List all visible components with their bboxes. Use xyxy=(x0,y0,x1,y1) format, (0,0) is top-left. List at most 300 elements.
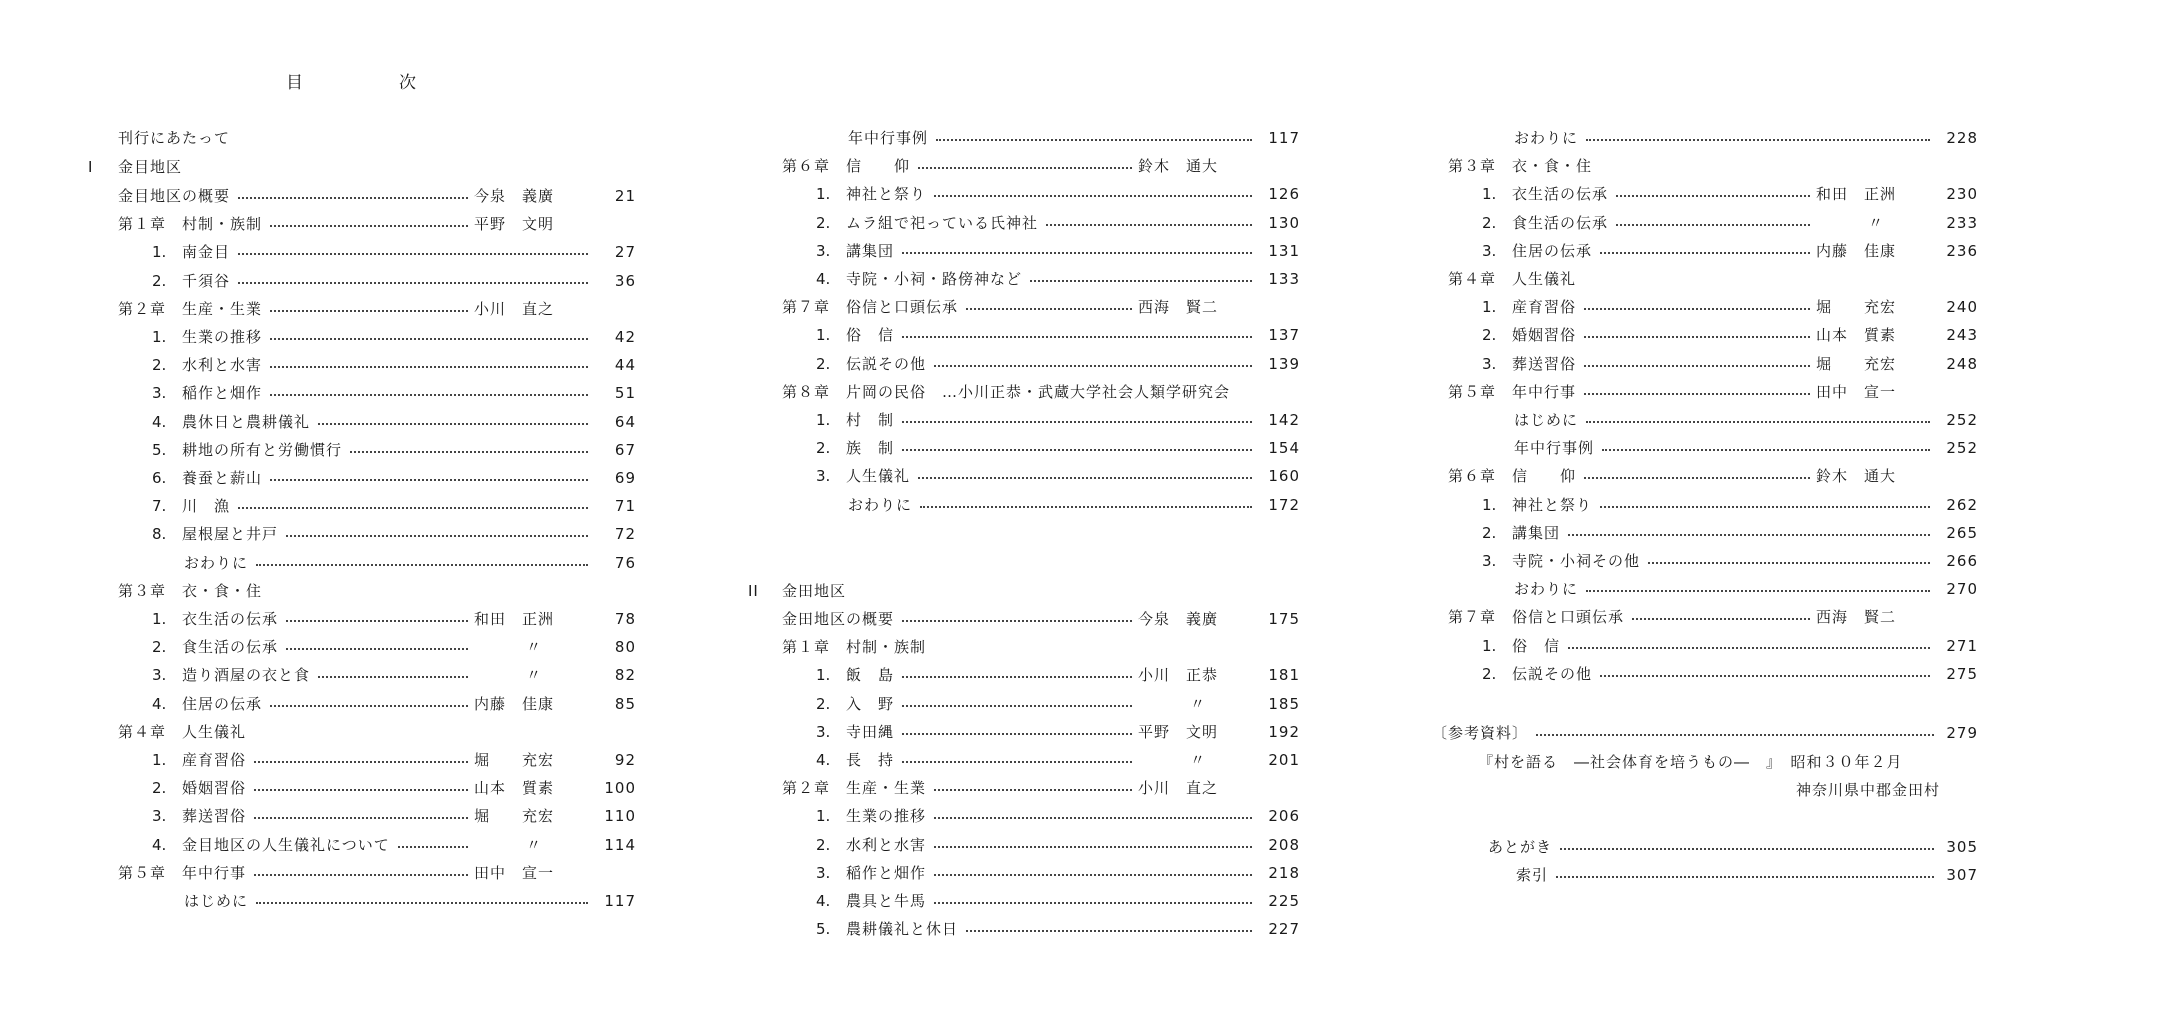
toc-entry-page: 51 xyxy=(614,384,636,403)
toc-entry xyxy=(816,833,1300,857)
dot-leader xyxy=(270,225,468,227)
toc-entry-title: 造り酒屋の衣と食 xyxy=(182,666,311,685)
toc-entry-page: 82 xyxy=(614,666,636,685)
toc-entry-author: 西海 賢二 xyxy=(1816,608,1897,627)
toc-entry xyxy=(816,408,1300,432)
dot-leader xyxy=(966,308,1132,310)
toc-entry-title: 養蚕と薪山 xyxy=(182,469,263,487)
toc-entry-title: 第８章 片岡の民俗 …小川正恭・武蔵大学社会人類学研究会 xyxy=(782,382,1231,401)
toc-entry-page: 225 xyxy=(1268,892,1300,910)
toc-entry-number: 1. xyxy=(1482,185,1497,204)
toc-entry-page: 243 xyxy=(1946,326,1978,345)
toc-entry-number: 5. xyxy=(152,440,167,459)
toc-entry xyxy=(1482,521,1978,545)
toc-entry-title: おわりに xyxy=(1514,129,1579,147)
dot-leader xyxy=(270,705,468,707)
toc-entry xyxy=(152,353,636,377)
toc-entry-page: 233 xyxy=(1946,213,1978,232)
toc-entry-title: 第２章 生産・生業 xyxy=(118,299,263,318)
dot-leader xyxy=(286,648,468,650)
toc-entry xyxy=(118,579,636,603)
dot-leader xyxy=(270,479,588,481)
toc-entry xyxy=(1482,211,1978,235)
toc-entry-number: 2. xyxy=(152,638,167,657)
toc-entry-page: 139 xyxy=(1268,354,1300,373)
toc-entry-number: 8. xyxy=(152,525,167,544)
toc-entry xyxy=(782,607,1300,631)
toc-entry-title: 神社と祭り xyxy=(846,185,927,204)
toc-entry-page: 71 xyxy=(614,497,636,516)
dot-leader xyxy=(920,506,1252,508)
preface-entry: 刊行にあたって xyxy=(118,129,231,147)
toc-entry xyxy=(816,663,1300,687)
toc-entry-author: 鈴木 通大 xyxy=(1138,157,1219,176)
dot-leader xyxy=(1560,848,1934,850)
dot-leader xyxy=(934,195,1252,197)
toc-entry-author: 〃 xyxy=(1189,751,1206,769)
toc-entry-page: 270 xyxy=(1946,580,1978,599)
toc-entry-author: 小川 正恭 xyxy=(1138,666,1219,685)
dot-leader xyxy=(254,874,468,876)
toc-entry-author: 田中 宣一 xyxy=(474,863,555,882)
afterword-entry xyxy=(1488,835,1978,859)
toc-entry-number: 3. xyxy=(152,807,167,826)
toc-entry xyxy=(816,917,1300,941)
dot-leader xyxy=(1616,195,1810,197)
toc-entry-page: 218 xyxy=(1268,863,1300,882)
dot-leader xyxy=(902,421,1252,423)
toc-entry-page: 192 xyxy=(1268,722,1300,741)
dot-leader xyxy=(254,817,468,819)
toc-entry-title: 稲作と畑作 xyxy=(846,863,927,882)
dot-leader xyxy=(1568,647,1930,649)
toc-entry xyxy=(1514,408,1978,432)
toc-entry xyxy=(152,522,636,546)
reference-title: 〔参考資料〕 xyxy=(1432,724,1529,742)
toc-entry-page: 208 xyxy=(1268,835,1300,854)
toc-entry-number: 4. xyxy=(152,694,167,713)
toc-entry-author: 〃 xyxy=(525,835,542,854)
toc-entry-title: 産育習俗 xyxy=(1512,298,1577,317)
part2-numeral: II xyxy=(748,582,759,600)
toc-entry xyxy=(118,297,636,321)
dot-leader xyxy=(1602,449,1930,451)
toc-entry-author: 山本 質素 xyxy=(474,779,555,798)
toc-entry-page: 181 xyxy=(1268,666,1300,685)
toc-entry-page: 110 xyxy=(604,807,636,826)
toc-entry xyxy=(152,804,636,828)
dot-leader xyxy=(1586,421,1930,423)
toc-entry-title: 飯 島 xyxy=(846,666,895,685)
toc-entry xyxy=(816,464,1300,488)
toc-entry-author: 和田 正洲 xyxy=(474,610,555,628)
toc-entry-author: 山本 質素 xyxy=(1816,326,1897,345)
dot-leader xyxy=(350,451,588,453)
toc-entry-author: 平野 文明 xyxy=(1138,722,1219,741)
toc-entry-author: 〃 xyxy=(1867,213,1884,232)
toc-entry xyxy=(1482,634,1978,658)
toc-entry-title: 長 持 xyxy=(846,751,895,769)
index-page: 307 xyxy=(1946,866,1978,884)
dot-leader xyxy=(286,620,468,622)
toc-entry-page: 100 xyxy=(604,779,636,798)
toc-entry-number: 2. xyxy=(152,779,167,798)
toc-entry-number: 1. xyxy=(1482,495,1497,514)
toc-entry-title: 農耕儀礼と休日 xyxy=(846,920,959,939)
toc-entry-page: 42 xyxy=(614,328,636,346)
toc-entry-title: 神社と祭り xyxy=(1512,495,1593,514)
afterword-page: 305 xyxy=(1946,838,1978,856)
toc-entry xyxy=(184,889,636,913)
toc-entry-title: 第２章 生産・生業 xyxy=(782,779,927,798)
toc-entry xyxy=(816,182,1300,206)
toc-entry-number: 2. xyxy=(816,835,831,854)
toc-entry-number: 5. xyxy=(816,920,831,939)
toc-entry-title: 入 野 xyxy=(846,694,895,713)
toc-entry-title: 金目地区の概要 xyxy=(118,187,231,205)
dot-leader xyxy=(270,338,588,340)
toc-entry-number: 3. xyxy=(816,241,831,260)
toc-entry-title: 第１章 村制・族制 xyxy=(118,215,263,234)
toc-entry-title: 婚姻習俗 xyxy=(1512,326,1577,345)
toc-entry xyxy=(782,776,1300,800)
toc-entry xyxy=(816,352,1300,376)
toc-entry-number: 3. xyxy=(1482,354,1497,373)
toc-entry-page: 64 xyxy=(614,412,636,431)
toc-entry-number: 4. xyxy=(152,412,167,431)
dot-leader xyxy=(1046,224,1252,226)
toc-entry xyxy=(816,436,1300,460)
dot-leader xyxy=(902,336,1252,338)
dot-leader xyxy=(318,676,468,678)
toc-entry-page: 80 xyxy=(614,638,636,657)
toc-entry-page: 76 xyxy=(614,553,636,572)
dot-leader xyxy=(902,705,1132,707)
toc-entry-author: 内藤 佳康 xyxy=(1816,241,1897,260)
toc-entry-number: 3. xyxy=(816,467,831,486)
dot-leader xyxy=(256,902,588,904)
toc-entry-page: 27 xyxy=(614,243,636,262)
toc-entry-number: 2. xyxy=(1482,326,1497,345)
toc-entry-title: 年中行事例 xyxy=(848,129,929,147)
toc-entry-author: 堀 充宏 xyxy=(1816,298,1897,317)
toc-entry-page: 126 xyxy=(1268,185,1300,204)
toc-entry-title: おわりに xyxy=(848,495,913,514)
dot-leader xyxy=(1648,562,1930,564)
toc-entry-page: 92 xyxy=(614,751,636,769)
toc-heading-left: 目 xyxy=(286,73,303,93)
toc-entry xyxy=(118,861,636,885)
toc-entry-number: 2. xyxy=(152,271,167,290)
toc-entry xyxy=(118,212,636,236)
toc-entry-number: 2. xyxy=(1482,664,1497,683)
toc-entry xyxy=(152,381,636,405)
toc-entry xyxy=(1482,662,1978,686)
toc-entry xyxy=(782,295,1300,319)
toc-entry-number: 1. xyxy=(1482,636,1497,655)
dot-leader xyxy=(902,620,1132,622)
toc-entry-number: 1. xyxy=(816,807,831,826)
toc-entry-number: 3. xyxy=(816,722,831,741)
toc-entry-title: 第１章 村制・族制 xyxy=(782,638,927,657)
toc-entry xyxy=(152,663,636,687)
toc-entry-title: 俗 信 xyxy=(846,326,895,345)
dot-leader xyxy=(318,423,588,425)
toc-entry-number: 2. xyxy=(816,439,831,458)
toc-entry-number: 4. xyxy=(152,835,167,854)
toc-entry-number: 2. xyxy=(816,354,831,373)
dot-leader xyxy=(238,197,468,199)
toc-entry-number: 4. xyxy=(816,751,831,769)
toc-entry xyxy=(1514,126,1978,150)
toc-entry-page: 117 xyxy=(1268,129,1300,147)
dot-leader xyxy=(918,167,1132,169)
toc-entry-author: 平野 文明 xyxy=(474,215,555,234)
toc-entry-title: ムラ組で祀っている氏神社 xyxy=(846,213,1039,232)
dot-leader xyxy=(398,846,468,848)
toc-entry-title: 葬送習俗 xyxy=(182,807,247,826)
dot-leader xyxy=(936,139,1252,141)
toc-entry-title: 俗 信 xyxy=(1512,636,1561,655)
toc-entry-page: 230 xyxy=(1946,185,1978,204)
toc-entry-title: 生業の推移 xyxy=(846,807,927,826)
toc-entry-author: 鈴木 通大 xyxy=(1816,467,1897,486)
toc-entry-title: 水利と水害 xyxy=(182,356,263,375)
toc-entry-author: 和田 正洲 xyxy=(1816,185,1897,204)
toc-entry-number: 1. xyxy=(816,666,831,685)
toc-entry xyxy=(816,323,1300,347)
toc-entry xyxy=(1448,464,1978,488)
toc-entry xyxy=(1482,295,1978,319)
toc-entry-title: 第６章 信 仰 xyxy=(782,157,911,176)
toc-entry-author: 〃 xyxy=(525,666,542,685)
reference-entry xyxy=(1432,721,1978,745)
toc-entry-number: 3. xyxy=(1482,241,1497,260)
toc-entry-author: 〃 xyxy=(525,638,542,657)
toc-entry-title: 農休日と農耕儀礼 xyxy=(182,412,311,431)
dot-leader xyxy=(934,874,1252,876)
toc-entry-number: 1. xyxy=(152,610,167,628)
toc-entry-page: 248 xyxy=(1946,354,1978,373)
dot-leader xyxy=(902,449,1252,451)
toc-entry-title: 屋根屋と井戸 xyxy=(182,525,279,544)
toc-entry-page: 131 xyxy=(1268,241,1300,260)
toc-entry-title: 耕地の所有と労働慣行 xyxy=(182,440,343,459)
dot-leader xyxy=(254,789,468,791)
dot-leader xyxy=(1556,876,1934,878)
toc-entry xyxy=(152,494,636,518)
dot-leader xyxy=(934,902,1252,904)
toc-entry-title: 講集団 xyxy=(846,241,895,260)
toc-entry-title: 第４章 人生儀礼 xyxy=(1448,270,1577,288)
toc-entry-author: 今泉 義廣 xyxy=(474,187,555,205)
toc-entry-number: 3. xyxy=(152,384,167,403)
toc-entry-author: 堀 充宏 xyxy=(1816,354,1897,373)
toc-entry xyxy=(816,692,1300,716)
toc-entry-author: 小川 直之 xyxy=(474,299,555,318)
toc-entry xyxy=(1482,493,1978,517)
toc-entry-number: 2. xyxy=(1482,523,1497,542)
dot-leader xyxy=(1568,534,1930,536)
toc-entry-title: 衣生活の伝承 xyxy=(1512,185,1609,204)
dot-leader xyxy=(270,310,468,312)
dot-leader xyxy=(1584,365,1810,367)
toc-entry-title: 産育習俗 xyxy=(182,751,247,769)
toc-entry xyxy=(152,635,636,659)
toc-entry-number: 2. xyxy=(152,356,167,375)
toc-entry xyxy=(816,804,1300,828)
toc-entry-title: 千須谷 xyxy=(182,271,231,290)
toc-entry-title: 人生儀礼 xyxy=(846,467,911,486)
dot-leader xyxy=(286,535,588,537)
dot-leader xyxy=(1600,675,1930,677)
toc-entry-author: 内藤 佳康 xyxy=(474,694,555,713)
reference-line-2: 神奈川県中郡金田村 xyxy=(1796,781,1941,799)
toc-entry xyxy=(152,748,636,772)
dot-leader xyxy=(1584,336,1810,338)
toc-entry xyxy=(152,607,636,631)
dot-leader xyxy=(1632,618,1810,620)
toc-entry-page: 154 xyxy=(1268,439,1300,458)
toc-entry-page: 266 xyxy=(1946,552,1978,570)
toc-entry-number: 1. xyxy=(152,328,167,346)
dot-leader xyxy=(934,817,1252,819)
toc-entry xyxy=(1482,323,1978,347)
dot-leader xyxy=(1030,280,1252,282)
toc-entry-page: 172 xyxy=(1268,495,1300,514)
toc-entry-title: 第３章 衣・食・住 xyxy=(1448,157,1593,176)
toc-entry-page: 72 xyxy=(614,525,636,544)
toc-entry xyxy=(816,239,1300,263)
toc-entry xyxy=(152,692,636,716)
toc-entry xyxy=(816,861,1300,885)
toc-entry-page: 117 xyxy=(604,892,636,910)
toc-entry-number: 7. xyxy=(152,497,167,516)
toc-entry-page: 175 xyxy=(1268,610,1300,628)
toc-entry-title: おわりに xyxy=(184,553,249,572)
dot-leader xyxy=(1584,477,1810,479)
toc-entry-page: 275 xyxy=(1946,664,1978,683)
toc-entry xyxy=(1448,380,1978,404)
toc-entry xyxy=(152,269,636,293)
toc-entry-title: 住居の伝承 xyxy=(1512,241,1593,260)
toc-entry-number: 3. xyxy=(1482,552,1497,570)
dot-leader xyxy=(254,761,468,763)
toc-entry-number: 4. xyxy=(816,892,831,910)
toc-entry xyxy=(152,466,636,490)
dot-leader xyxy=(270,366,588,368)
toc-entry-page: 67 xyxy=(614,440,636,459)
dot-leader xyxy=(270,394,588,396)
toc-entry-author: 堀 充宏 xyxy=(474,751,555,769)
toc-entry-page: 240 xyxy=(1946,298,1978,317)
dot-leader xyxy=(238,282,588,284)
toc-entry-page: 252 xyxy=(1946,439,1978,458)
dot-leader xyxy=(934,789,1132,791)
toc-entry xyxy=(816,748,1300,772)
toc-entry-number: 2. xyxy=(816,694,831,713)
toc-entry xyxy=(816,211,1300,235)
toc-entry-number: 3. xyxy=(152,666,167,685)
toc-entry-title: おわりに xyxy=(1514,580,1579,599)
toc-entry xyxy=(1448,267,1978,291)
reference-line-1: 『村を語る ―社会体育を培うもの― 』 昭和３０年２月 xyxy=(1478,753,1903,771)
toc-entry-title: 村 制 xyxy=(846,411,895,429)
toc-entry-title: 講集団 xyxy=(1512,523,1561,542)
toc-entry xyxy=(118,184,636,208)
toc-entry-number: 6. xyxy=(152,469,167,487)
toc-entry xyxy=(1482,182,1978,206)
toc-entry-title: 婚姻習俗 xyxy=(182,779,247,798)
toc-entry xyxy=(816,720,1300,744)
toc-entry xyxy=(848,126,1300,150)
toc-entry-author: 今泉 義廣 xyxy=(1138,610,1219,628)
toc-entry-title: 金目地区の人生儀礼について xyxy=(182,835,390,854)
toc-entry-page: 236 xyxy=(1946,241,1978,260)
toc-entry-page: 201 xyxy=(1268,751,1300,769)
dot-leader xyxy=(1600,252,1810,254)
index-entry xyxy=(1488,863,1978,887)
toc-heading-right: 次 xyxy=(399,73,416,93)
toc-entry-number: 4. xyxy=(816,270,831,288)
toc-entry xyxy=(152,410,636,434)
toc-entry-number: 1. xyxy=(816,326,831,345)
toc-entry-page: 44 xyxy=(614,356,636,375)
toc-entry-number: 1. xyxy=(816,185,831,204)
toc-entry-title: 寺院・小祠その他 xyxy=(1512,552,1641,570)
dot-leader xyxy=(1586,139,1930,141)
toc-entry-title: 伝説その他 xyxy=(846,354,927,373)
toc-entry xyxy=(152,325,636,349)
toc-entry-title: 生業の推移 xyxy=(182,328,263,346)
toc-entry-title: 第４章 人生儀礼 xyxy=(118,722,247,741)
toc-entry-title: 水利と水害 xyxy=(846,835,927,854)
toc-entry xyxy=(782,635,1300,659)
toc-entry-author: 小川 直之 xyxy=(1138,779,1219,798)
toc-entry xyxy=(782,154,1300,178)
toc-entry-number: 1. xyxy=(152,751,167,769)
dot-leader xyxy=(902,676,1132,678)
dot-leader xyxy=(256,564,588,566)
toc-entry-page: 206 xyxy=(1268,807,1300,826)
toc-entry-title: 金田地区の概要 xyxy=(782,610,895,628)
dot-leader xyxy=(1536,734,1934,736)
toc-entry-title: 年中行事例 xyxy=(1514,439,1595,458)
toc-entry-page: 114 xyxy=(604,835,636,854)
toc-entry-page: 137 xyxy=(1268,326,1300,345)
dot-leader xyxy=(1586,590,1930,592)
toc-entry-title: 第７章 俗信と口頭伝承 xyxy=(782,298,959,317)
toc-entry-number: 3. xyxy=(816,863,831,882)
dot-leader xyxy=(966,930,1252,932)
toc-entry xyxy=(1482,549,1978,573)
toc-entry-title: 食生活の伝承 xyxy=(182,638,279,657)
toc-entry-number: 1. xyxy=(1482,298,1497,317)
toc-entry xyxy=(152,776,636,800)
dot-leader xyxy=(934,365,1252,367)
toc-entry-title: はじめに xyxy=(1514,411,1579,429)
part1-numeral: I xyxy=(88,158,94,176)
dot-leader xyxy=(1600,506,1930,508)
reference-page: 279 xyxy=(1946,724,1978,742)
toc-entry xyxy=(782,380,1300,404)
toc-entry-author: 堀 充宏 xyxy=(474,807,555,826)
toc-entry-title: はじめに xyxy=(184,892,249,910)
toc-entry-page: 85 xyxy=(614,694,636,713)
index-title: 索引 xyxy=(1516,866,1549,884)
toc-entry-number: 2. xyxy=(1482,213,1497,232)
dot-leader xyxy=(1584,393,1810,395)
